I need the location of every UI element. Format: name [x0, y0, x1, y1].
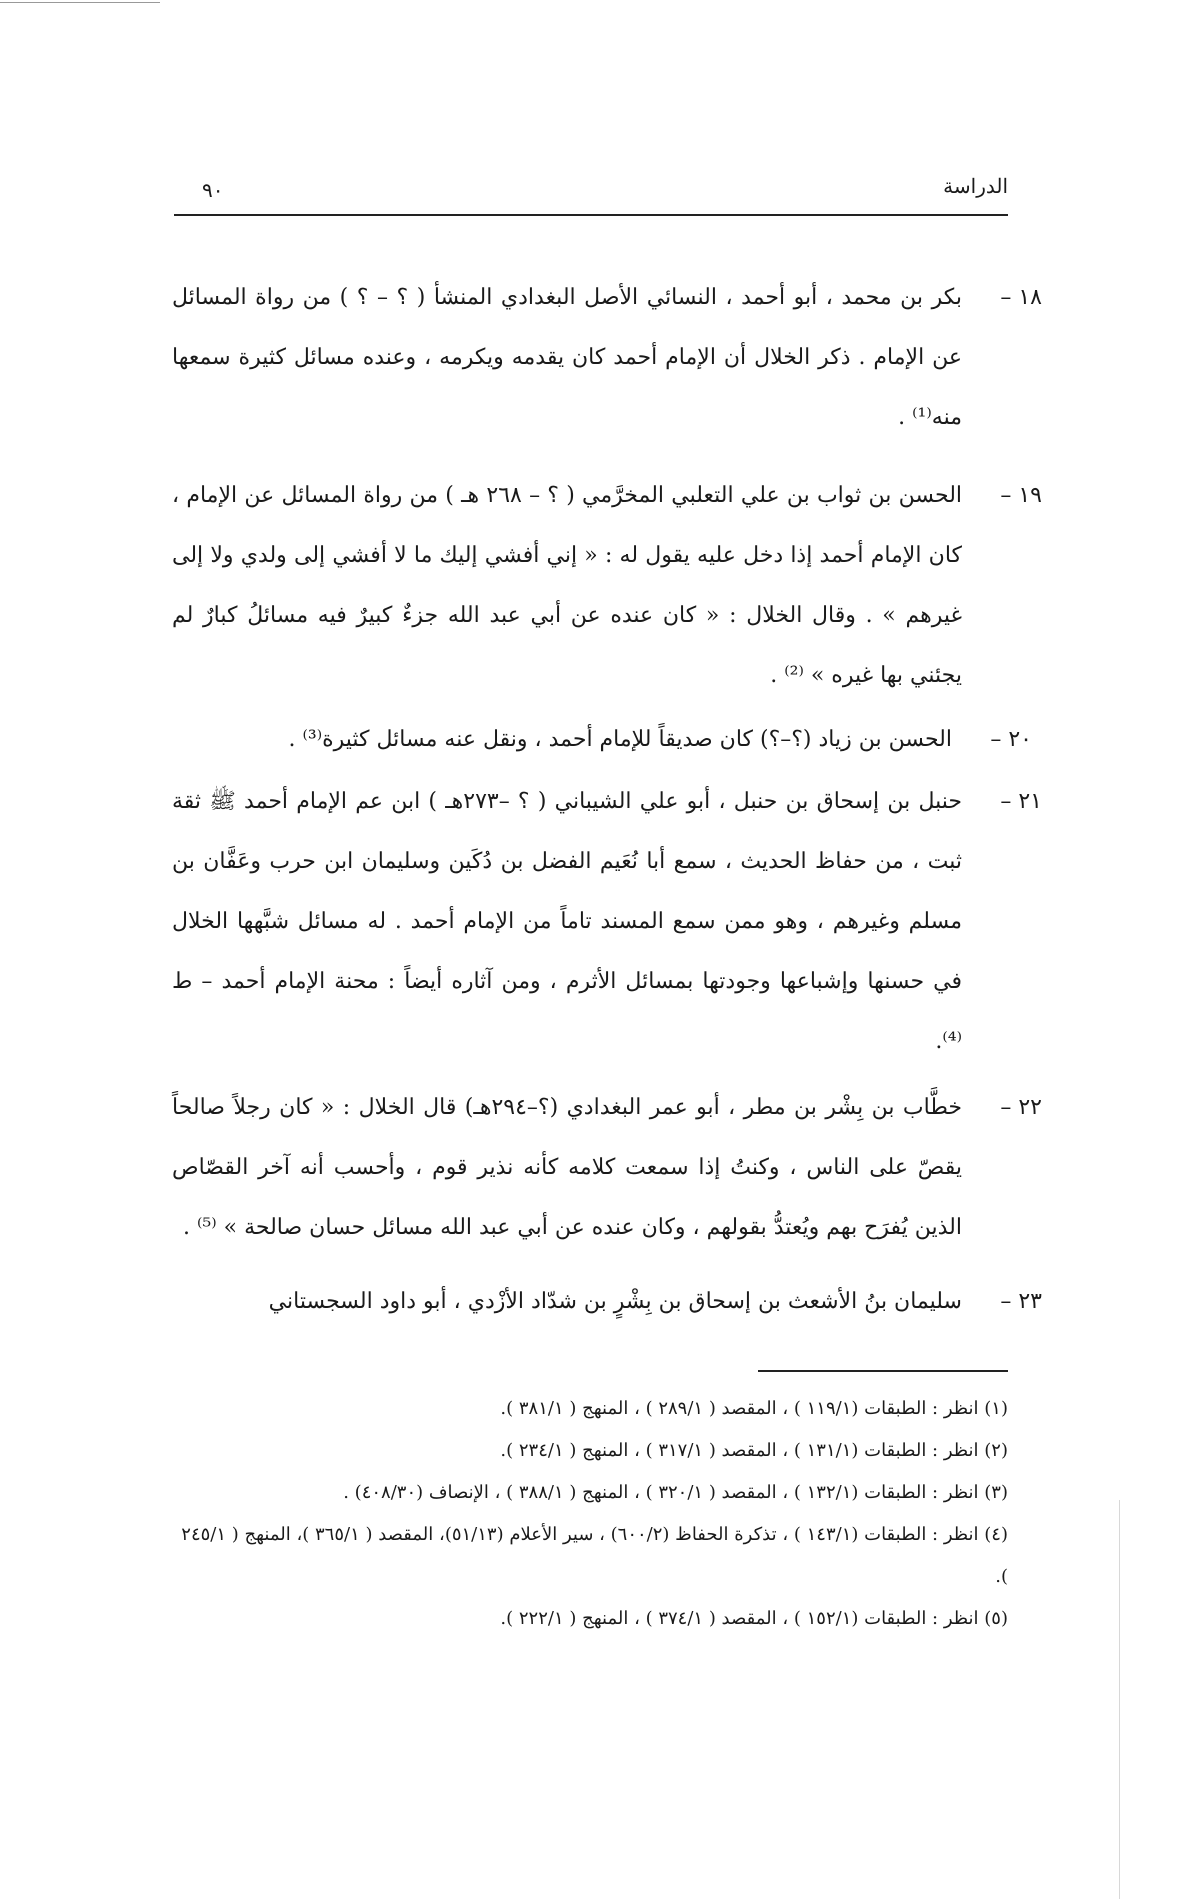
entry-number: ١٨ –	[1000, 285, 1042, 310]
entry-19	[172, 466, 1042, 706]
entry-22	[172, 1078, 1042, 1258]
page-number: ٩٠	[202, 178, 224, 202]
footnote-separator	[758, 1370, 1008, 1372]
entry-23	[172, 1272, 1042, 1332]
entry-text: سليمان بنُ الأشعث بن إسحاق بن بِشْرٍ بن شدّاد الأزْدي ، أبو داود السجستاني	[268, 1289, 962, 1314]
footnotes	[166, 1388, 1008, 1640]
footnote-2: (٢) انظر : الطبقات (١٣١/١ ) ، المقصد ( ٣١٧/١ ) ، المنهج ( ٢٣٤/١ ).	[500, 1440, 1008, 1461]
entry-text: خطَّاب بن بِشْر بن مطر ، أبو عمر البغدادي (؟–٢٩٤هـ) قال الخلال : « كان رجلاً صالحاً يقصّ على الناس ، وكنتُ إذا سمعت كلامه كأنه نذير قوم ، وأحسب أنه آخر القصّاص الذين يُفرَح بهم ويُعتدُّ بقولهم ، وكان عنده عن أبي عبد الله مسائل حسان صالحة » ⁽⁵⁾ .	[172, 1095, 962, 1240]
entry-number: ٢٠ –	[990, 727, 1032, 752]
scan-edge-line	[1119, 1500, 1120, 1899]
entry-text: بكر بن محمد ، أبو أحمد ، النسائي الأصل البغدادي المنشأ ( ؟ – ؟ ) من رواة المسائل عن الإمام . ذكر الخلال أن الإمام أحمد كان يقدمه ويكرمه ، وعنده مسائل كثيرة سمعها منه⁽¹⁾ .	[172, 285, 962, 430]
entry-number: ٢٣ –	[1000, 1289, 1042, 1314]
footnote-3: (٣) انظر : الطبقات (١٣٢/١ ) ، المقصد ( ٣٢٠/١ ) ، المنهج ( ٣٨٨/١ ) ، الإنصاف (٤٠٨/٣٠) .	[343, 1482, 1008, 1503]
entry-number: ١٩ –	[1000, 483, 1042, 508]
page-body	[172, 268, 1042, 1332]
footnote-4: (٤) انظر : الطبقات (١٤٣/١ ) ، تذكرة الحفاظ (٦٠٠/٢) ، سير الأعلام (٥١/١٣)، المقصد ( ٣٦٥/١ )، المنهج ( ٢٤٥/١ ).	[181, 1524, 1008, 1587]
entry-18	[172, 268, 1042, 448]
entry-text: الحسن بن ثواب بن علي التعلبي المخرَّمي ( ؟ – ٢٦٨ هـ ) من رواة المسائل عن الإمام ، كان الإمام أحمد إذا دخل عليه يقول له : « إني أفشي إليك ما لا أفشي إلى ولدي ولا إلى غيرهم » . وقال الخلال : « كان عنده عن أبي عبد الله جزءٌ كبيرٌ فيه مسائلُ كبارٌ لم يجئني بها غيره » ⁽²⁾ .	[172, 483, 963, 688]
entry-number: ٢١ –	[1000, 789, 1042, 814]
scan-edge-line	[0, 2, 160, 3]
entry-text: حنبل بن إسحاق بن حنبل ، أبو علي الشيباني ( ؟ –٢٧٣هـ ) ابن عم الإمام أحمد ﷺ ثقة ثبت ، من حفاظ الحديث ، سمع أبا نُعَيم الفضل بن دُكَين وسليمان ابن حرب وعَفَّان بن مسلم وغيرهم ، وهو ممن سمع المسند تاماً من الإمام أحمد . له مسائل شبَّهها الخلال في حسنها وإشباعها وجودتها بمسائل الأثرم ، ومن آثاره أيضاً : محنة الإمام أحمد – ط ⁽⁴⁾.	[172, 789, 963, 1054]
entry-20	[172, 710, 1042, 770]
footnote-1: (١) انظر : الطبقات (١١٩/١ ) ، المقصد ( ٢٨٩/١ ) ، المنهج ( ٣٨١/١ ).	[500, 1398, 1008, 1419]
running-title: الدراسة	[943, 174, 1008, 198]
entry-number: ٢٢ –	[1000, 1095, 1042, 1120]
entry-21	[172, 772, 1042, 1072]
entry-text: الحسن بن زياد (؟–؟) كان صديقاً للإمام أحمد ، ونقل عنه مسائل كثيرة⁽³⁾ .	[288, 727, 952, 752]
page-header	[174, 170, 1008, 216]
footnote-5: (٥) انظر : الطبقات (١٥٢/١ ) ، المقصد ( ٣٧٤/١ ) ، المنهج ( ٢٢٢/١ ).	[500, 1608, 1008, 1629]
